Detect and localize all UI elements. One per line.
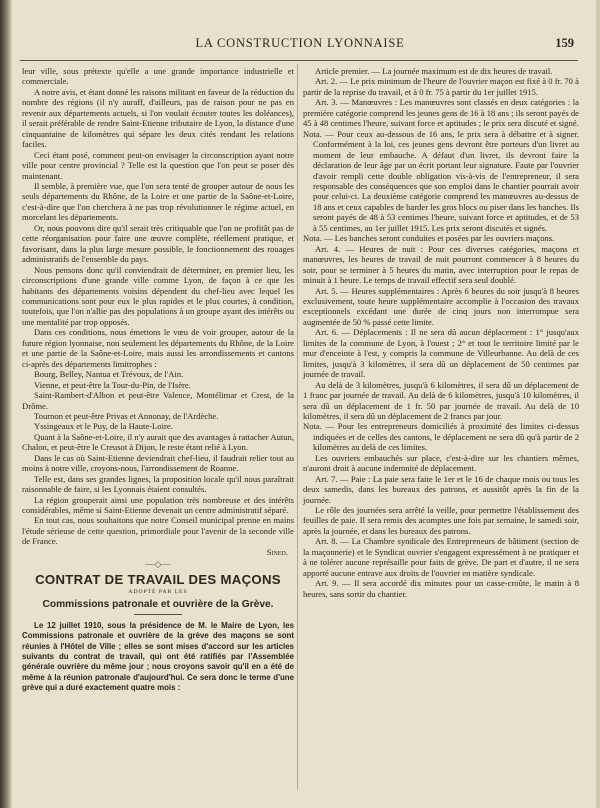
article-title: CONTRAT DE TRAVAIL DES MAÇONS	[35, 571, 281, 587]
paragraph: Au delà de 3 kilomètres, jusqu'à 6 kilomètres, il sera dû un déplacement de 1 franc par journée de travail. Au delà de 6 kilomètres, jusqu'à 10 kilomètres, il sera dû un déplacement de 1 fr. 50 par journée de travail. Au delà de 10 kilomètres, il sera dû un déplacement de 2 francs par jour.	[303, 379, 579, 421]
left-column	[22, 66, 294, 693]
signature: Sined.	[266, 546, 288, 557]
paragraph: Dans ces conditions, nous émettons le vœu de voir grouper, autour de la future région lyonnaise, non seulement les départements du Rhône, de la Loire et une partie de la Saône-et-Loire, mais aussi les arrondissements et cantons ci-après des départements limitrophes :	[22, 327, 294, 369]
paragraph: Nous pensons donc qu'il conviendrait de déterminer, en premier lieu, les circonscriptions d'une grande ville comme Lyon, de façon à ce que les habitants des départements voisins dépendent du chef-lieu avec lequel les communications sont pour eux le plus rapides et le plus courtes, à condition, toutefois, que l'on n'allie pas des populations à un groupe ayant des intérêts ou une mentalité par trop opposés.	[22, 264, 294, 327]
article-clause: Art. 3. — Manœuvres : Les manœuvres sont classés en deux catégories : la première catégorie comprend les jeunes gens de 16 à 18 ans ; ils seront payés de 45 à 48 centimes l'heure, suivant force et aptitudes ; le prix sera discuté et signé.	[303, 97, 579, 129]
article-intro: Le 12 juillet 1910, sous la présidence de M. le Maire de Lyon, les Commissions patronale et ouvrière de la grève des maçons se sont réunies à l'Hôtel de Ville ; elles se sont mises d'accord sur les articles suivants du contrat de travail, qui ont été ratifiés par l'Assemblée générale ouvrière du même jour ; nous croyons savoir qu'il en a été de même à la réunion patronale d'aujourd'hui. Ce sera donc le terme d'une grève qui a duré exactement quatre mois :	[22, 621, 294, 692]
paragraph: En tout cas, nous souhaitons que notre Conseil municipal prenne en mains l'étude sérieuse de cette question, primordiale pour l'avenir de la seconde ville de France.	[22, 515, 294, 547]
article-clause: Art. 5. — Heures supplémentaires : Après 6 heures du soir jusqu'à 8 heures exclusivement, toute heure supplémentaire accomplie à l'occasion des travaux exceptionnels excédant une durée de cinq jours non interrompue sera augmentée de 50 % passé cette limite.	[303, 285, 579, 327]
paragraph: La région grouperait ainsi une population très nombreuse et des intérêts considérables, même si Saint-Etienne devenait un centre administratif séparé.	[22, 494, 294, 516]
article-clause: Art. 6. — Déplacements : Il ne sera dû aucun déplacement : 1° jusqu'aux limites de la commune de Lyon, à l'ouest ; 2° et tout le territoire limité par le mur d'enceinte à l'est, y compris la commune de Villeurbanne. Au delà de ces limites, jusqu'à 3 kilomètres, il sera dû un déplacement de 50 centimes par journée de travail.	[303, 327, 579, 380]
paragraph: Les ouvriers embauchés sur place, c'est-à-dire sur les chantiers mêmes, n'auront droit à aucune indemnité de déplacement.	[303, 452, 579, 474]
article-adopted-label: ADOPTÉ PAR LES	[128, 589, 188, 596]
paragraph: Quant à la Saône-et-Loire, il n'y aurait que des avantages à rattacher Autun, Chalon, et peut-être le Creusot à Dijon, le reste étant relié à Lyon.	[22, 431, 294, 453]
list-item: Yssingeaux et le Puy, de la Haute-Loire.	[34, 421, 173, 432]
right-column	[303, 66, 579, 599]
running-header	[20, 36, 580, 52]
article-clause: Article premier. — La journée maximum est de dix heures de travail.	[315, 66, 553, 76]
paragraph: Telle est, dans ses grandes lignes, la proposition locale qu'il nous paraîtrait raisonnable de faire, si les Lyonnais étaient consultés.	[22, 473, 294, 495]
paragraph: Dans le cas où Saint-Etienne deviendrait chef-lieu, il faudrait relier tout au moins à notre ville, croyons-nous, l'arrondissement de Roanne.	[22, 452, 294, 474]
article-clause: Art. 4. — Heures de nuit : Pour ces diverses catégories, maçons et manœuvres, les heures de travail de nuit pourront commencer à 8 heures du soir, pour se terminer à 5 heures du matin, avec interruption pour le repas de minuit à 1 heure. Le temps de travail effectif sera seul doublé.	[303, 243, 579, 286]
list-item: Vienne, et peut-être la Tour-du-Pin, de l'Isère.	[34, 379, 191, 390]
running-title: LA CONSTRUCTION LYONNAISE	[195, 36, 405, 50]
list-item: Saint-Rambert-d'Albon et peut-être Valence, Montélimar et Crest, de la Drôme.	[22, 390, 294, 411]
page-number: 159	[555, 36, 574, 50]
paragraph: Le rôle des journées sera arrêté la veille, pour permettre l'établissement des feuilles de paie. Il sera remis des acomptes une fois par semaine, le samedi soir, après la journée, et dans les bureaux des patrons.	[303, 505, 579, 536]
column-divider	[297, 64, 298, 790]
paragraph: Ceci étant posé, comment peut-on envisager la circonscription ayant notre ville pour centre provincial ? Telle est la question que l'on peut se poser dès maintenant.	[22, 149, 294, 181]
article-note: Nota. — Les banches seront conduites et posées par les ouvriers maçons.	[303, 233, 555, 244]
paragraph: Il semble, à première vue, que l'on sera tenté de grouper autour de nous les seuls départements du Rhône, de la Loire et une partie de la Saône-et-Loire, c'est-à-dire que l'on cherchera à ne pas trop révolutionner le régime actuel, en morcelant les départements.	[22, 180, 294, 223]
paragraph: A notre avis, et étant donné les raisons militant en faveur de la réduction du nombre des régions (il n'y auraff, d'ailleurs, pas de raison pour ne pas en revenir aux départements actuels, si l'on voulait écouter toutes les doléances), il serait préférable de rendre Saint-Etienne tributaire de Lyon, la distance d'une cinquantaine de kilomètres qui sépare les deux cités rendant les relations faciles.	[22, 86, 294, 150]
article-clause: Art. 9. — Il sera accordé dix minutes pour un casse-croûte, le matin à 8 heures, sans sortir du chantier.	[303, 578, 579, 599]
page-binding-shadow	[0, 0, 12, 808]
header-rule	[20, 60, 578, 61]
list-item: Tournon et peut-être Privas et Annonay, de l'Ardèche.	[34, 410, 219, 421]
article-subtitle: Commissions patronale et ouvrière de la Grève.	[42, 598, 274, 610]
list-item: Bourg, Belley, Nantua et Trévoux, de l'Ain.	[34, 369, 184, 380]
article-clause: Art. 7. — Paie : La paie sera faite le 1er et le 16 de chaque mois ou tous les deux samedis, dans les bureaux des patrons, et aussitôt après la fin de la journée.	[303, 473, 579, 505]
section-ornament: —◇—	[145, 559, 171, 570]
article-note: Nota. — Pour ceux au-dessous de 16 ans, le prix sera à débattre et à signer. Conformément à la loi, ces jeunes gens devront être porteurs d'un livret au moment de leur embauche. A défaut d'un livret, ils devront faire la déclaration de leur âge par un écrit portant leur signature. Faute par l'ouvrier d'avoir rempli cette double obligation vis-à-vis de l'entrepreneur, il sera responsable des conséquences que son emploi dans le chantier pourrait avoir pour celui-ci. La deuxième catégorie comprend les manœuvres au-dessus de 18 ans et ceux capables de barder les gros blocs ou piser dans les banches. Ils seront payés de 48 à 53 centimes l'heure, suivant force et aptitudes, et de 53 à 55 centimes, au 1er juillet 1915. Les prix seront discutés et signés.	[303, 128, 579, 233]
article-clause: Art. 8. — La Chambre syndicale des Entrepreneurs de bâtiment (section de la maçonnerie) et le Syndicat ouvrier s'engagent expressément à ne pratiquer et à ne tolérer aucune représaille pour faits de grève. De part et d'autre, il ne sera apporté aucune entrave aux droits de l'ouvrier en matière syndicale.	[303, 536, 579, 578]
article-note: Nota. — Pour les entrepreneurs domiciliés à proximité des limites ci-dessus indiquées et de celles des cantons, le déplacement ne sera dû qu'à partir de 2 kilomètres au delà de ces limites.	[303, 421, 579, 453]
paragraph: leur ville, sous prétexte qu'elle a une grande importance industrielle et commerciale.	[22, 66, 294, 87]
page-edge	[596, 0, 600, 808]
title-rule	[134, 614, 182, 615]
paragraph: Or, nous pouvons dire qu'il serait très critiquable que l'on ne profitât pas de cette réorganisation pour faire une œuvre complète, réellement pratique, et favorisant, dans la plus large mesure possible, le fonctionnement des rouages administratifs de l'ensemble du pays.	[22, 222, 294, 265]
article-clause: Art. 2. — Le prix minimum de l'heure de l'ouvrier maçon est fixé à 0 fr. 70 à partir de la reprise du travail, et à 0 fr. 75 à partir du 1er juillet 1915.	[303, 76, 579, 97]
